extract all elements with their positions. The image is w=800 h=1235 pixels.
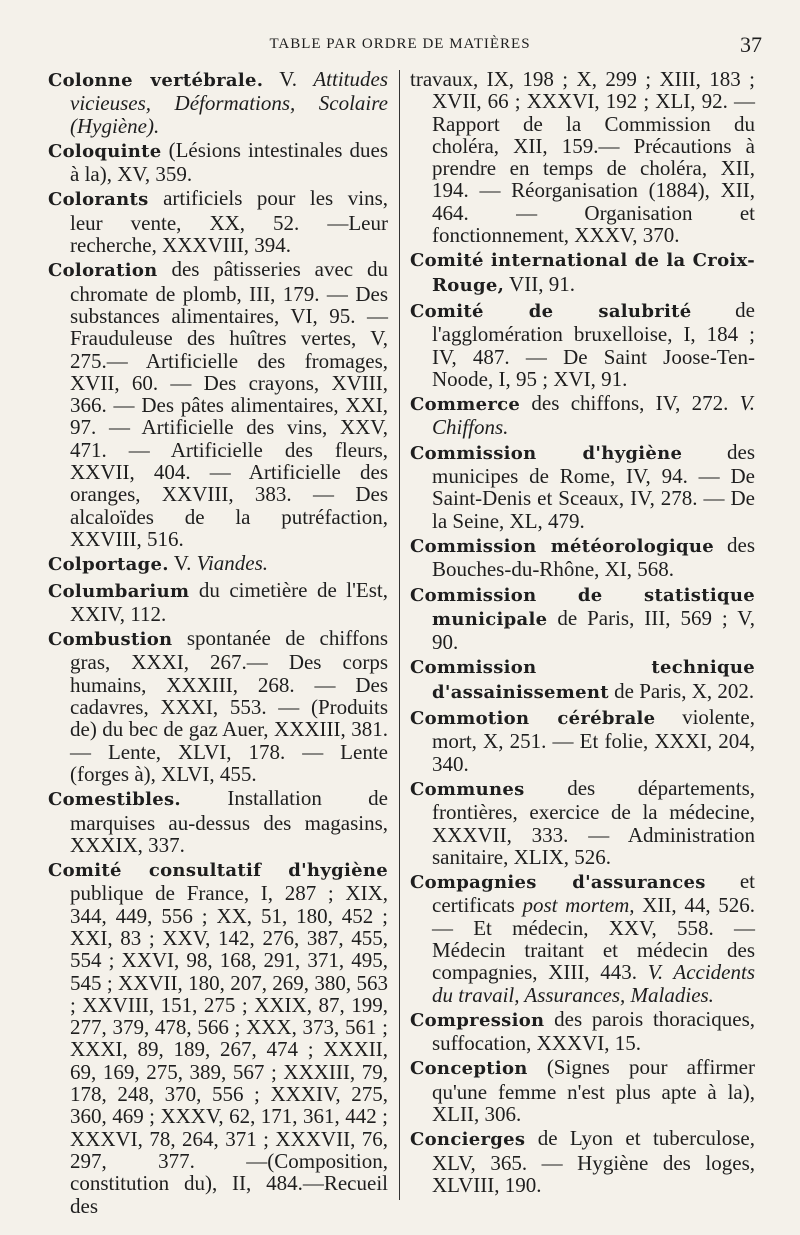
entry-keyword: Conception <box>410 1058 528 1080</box>
entry-text: XII, 44, 526. — Et médecin, XXV, 558. — Médecin traitant et médecin des compagnies, XIII, 443. <box>432 893 755 985</box>
right-column <box>410 68 755 1198</box>
index-entry <box>48 627 388 785</box>
entry-reference: post mortem, <box>522 893 635 918</box>
index-entry <box>48 787 388 856</box>
entry-text: violente, mort, X, 251. — Et folie, XXXI, 204, 340. <box>432 705 755 776</box>
entry-keyword: Combustion <box>48 629 173 651</box>
entry-keyword: Compression <box>410 1009 545 1031</box>
entry-keyword: Columbarium <box>48 580 190 602</box>
entry-keyword: Commission de statistique municipale <box>410 584 755 630</box>
index-entry <box>410 248 755 297</box>
entry-keyword: Colportage. <box>48 554 169 576</box>
entry-text: des Bouches-du-Rhône, XI, 568. <box>432 532 755 582</box>
index-entry <box>410 1008 755 1055</box>
entry-reference: V. Accidents du travail, Assurances, Maladies. <box>432 960 755 1007</box>
entry-keyword: Comestibles. <box>48 789 181 811</box>
entry-keyword: Commotion cérébrale <box>410 708 656 730</box>
entry-text: (Lésions intestinales dues à la), XV, 359. <box>70 137 388 187</box>
index-entry <box>410 441 755 532</box>
entry-keyword: Commission météorologique <box>410 535 715 557</box>
entry-text: et certificats <box>432 869 755 918</box>
entry-text: de Paris, III, 569 ; V, 90. <box>432 605 755 655</box>
entry-see-also: V. <box>263 67 314 91</box>
entry-keyword: Commission technique d'assainissement <box>410 657 755 703</box>
entry-keyword: Comité de salubrité <box>410 300 692 322</box>
entry-keyword: Coloration <box>48 260 158 282</box>
entry-text: du cimetière de l'Est, XXIV, 112. <box>70 577 388 626</box>
index-entry <box>410 870 755 1006</box>
index-entry <box>48 187 388 256</box>
entry-text: des parois thoraciques, suffocation, XXXVI, 15. <box>432 1006 755 1056</box>
entry-text: des pâtisseries avec du chromate de plomb, III, 179. — Des substances alimentaires, VI, 95. — Frauduleuse des huîtres vertes, V, 275.— Artificielle des fromages, XVII, 60. — Des crayons, XVIII, 366. — Des pâtes alimentaires, XXI, 97. — Artificielle des vins, XXV, 471. — Artificielle des fleurs, XXVII, 404. — Artificielle des oranges, XXVIII, 383. — Des alcaloïdes de la putréfaction, XXVIII, 516. <box>70 257 388 551</box>
entry-text: des chiffons, IV, 272. <box>520 391 740 416</box>
entry-keyword: Colonne vertébrale. <box>48 70 264 91</box>
entry-keyword: Concierges <box>410 1129 526 1151</box>
page-number: 37 <box>740 32 762 57</box>
entry-keyword: Commission d'hygiène <box>410 442 683 464</box>
entry-reference: Viandes. <box>196 551 269 576</box>
index-entry <box>410 299 755 390</box>
index-entry <box>48 139 388 186</box>
entry-keyword: Comité international de la Croix-Rouge, <box>410 250 755 296</box>
entry-text: VII, 91. <box>504 271 575 296</box>
entry-keyword: Communes <box>410 778 525 800</box>
left-column <box>48 68 388 1219</box>
entry-text: (Signes pour affirmer qu'une femme n'est plus apte à la), XLII, 306. <box>432 1055 755 1127</box>
index-entry <box>48 258 388 550</box>
index-entry <box>48 858 388 1217</box>
entry-keyword: Commerce <box>410 394 521 416</box>
column-divider <box>399 70 400 1200</box>
entry-text: de Paris, X, 202. <box>608 678 755 703</box>
index-entry <box>410 534 755 581</box>
entry-keyword: Compagnies d'assurances <box>410 872 706 894</box>
entry-text: artificiels pour les vins, leur vente, XX, 52. —Leur recherche, XXXVIII, 394. <box>70 186 388 258</box>
index-entry <box>410 1056 755 1125</box>
index-entry <box>48 579 388 626</box>
entry-text: des départements, frontières, exercice de la médecine, XXXVII, 333. — Administration sanitaire, XLIX, 526. <box>432 775 755 869</box>
index-entry <box>410 706 755 775</box>
entry-text: Installation de marquises au-dessus des magasins, XXXIX, 337. <box>70 786 388 857</box>
entry-text: spontanée de chiffons gras, XXXI, 267.— Des corps humains, XXXIII, 268. — Des cadavres, XXXI, 553. — (Produits de) du bec de gaz Auer, XXXIII, 381. — Lente, XLVI, 178. — Lente (forges à), XLVI, 455. <box>70 626 388 786</box>
index-entry <box>410 1127 755 1196</box>
index-entry <box>410 68 755 246</box>
index-entry <box>410 655 755 704</box>
index-entry <box>410 583 755 654</box>
entry-text: des municipes de Rome, IV, 94. — De Saint-Denis et Sceaux, IV, 278. — De la Seine, XL, 479. <box>432 439 755 533</box>
entry-keyword: Comité consultatif d'hygiène <box>48 860 388 882</box>
entry-text: travaux, IX, 198 ; X, 299 ; XIII, 183 ; XVII, 66 ; XXXVI, 192 ; XLI, 92. — Rapport de la Commission du choléra, XII, 159.— Précautions à prendre en temps de choléra, XII, 194. — Réorganisation (1884), XII, 464. — Organisation et fonctionnement, XXXV, 370. <box>410 67 755 248</box>
index-entry <box>48 552 388 576</box>
index-entry <box>410 392 755 439</box>
entry-keyword: Colorants <box>48 189 149 211</box>
entry-text: publique de France, I, 287 ; XIX, 344, 449, 556 ; XX, 51, 180, 452 ; XXI, 83 ; XXV, 142, 276, 387, 455, 554 ; XXVI, 98, 168, 291, 371, 495, 545 ; XXVII, 180, 207, 269, 380, 563 ; XXVIII, 151, 275 ; XXIX, 87, 199, 277, 379, 478, 566 ; XXX, 373, 561 ; XXXI, 89, 189, 267, 474 ; XXXII, 69, 169, 275, 389, 567 ; XXXIII, 79, 178, 248, 370, 556 ; XXXIV, 275, 360, 469 ; XXXV, 62, 171, 361, 442 ; XXXVI, 78, 264, 371 ; XXXVII, 76, 297, 377. —(Composition, constitution du), II, 484.—Recueil des <box>70 881 388 1218</box>
entry-reference: Attitudes vicieuses, Déformations, Scolaire (Hygiène). <box>70 67 388 138</box>
page-header <box>0 28 800 68</box>
entry-reference: V. Chiffons. <box>432 391 755 440</box>
running-title: TABLE PAR ORDRE DE MATIÈRES <box>269 36 531 52</box>
entry-see-also: V. <box>168 551 197 576</box>
entry-text: de l'agglomération bruxelloise, I, 184 ; IV, 487. — De Saint Joose-Ten-Noode, I, 95 ; XVI, 91. <box>432 297 755 391</box>
entry-keyword: Coloquinte <box>48 140 162 162</box>
index-entry <box>48 68 388 137</box>
entry-text: de Lyon et tuberculose, XLV, 365. — Hygiène des loges, XLVIII, 190. <box>432 1126 755 1197</box>
index-entry <box>410 777 755 868</box>
